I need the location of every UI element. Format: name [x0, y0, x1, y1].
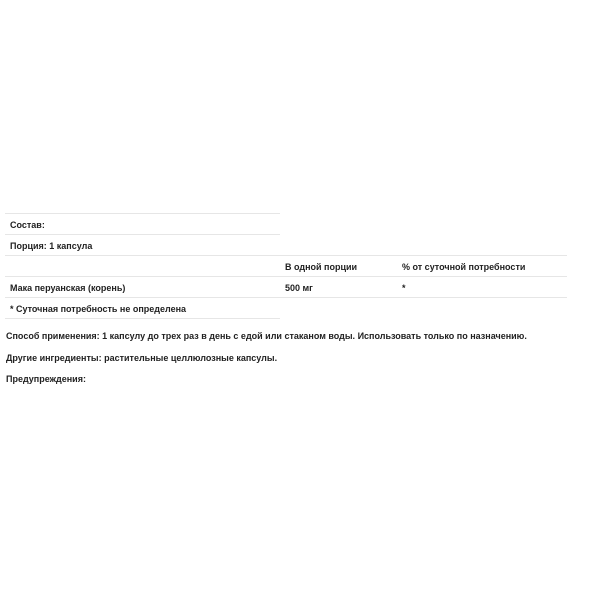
divider — [5, 213, 280, 214]
other-ingredients-text: Другие ингредиенты: растительные целлюлозные капсулы. — [6, 353, 278, 363]
header-per-serving: В одной порции — [285, 262, 358, 272]
divider — [5, 276, 567, 277]
warnings-label: Предупреждения: — [6, 374, 86, 384]
ingredient-amount: 500 мг — [285, 283, 313, 293]
divider — [5, 234, 280, 235]
usage-text: Способ применения: 1 капсулу до трех раз в день с едой или стаканом воды. Использовать только по назначению. — [6, 331, 527, 341]
divider — [5, 318, 280, 319]
footnote: * Суточная потребность не определена — [10, 304, 187, 314]
ingredient-name: Мака перуанская (корень) — [10, 283, 126, 293]
composition-label: Состав: — [10, 220, 45, 230]
serving-size: Порция: 1 капсула — [10, 241, 93, 251]
ingredient-daily-value: * — [402, 283, 406, 293]
divider — [5, 297, 567, 298]
header-daily-value: % от суточной потребности — [402, 262, 526, 272]
divider — [5, 255, 567, 256]
